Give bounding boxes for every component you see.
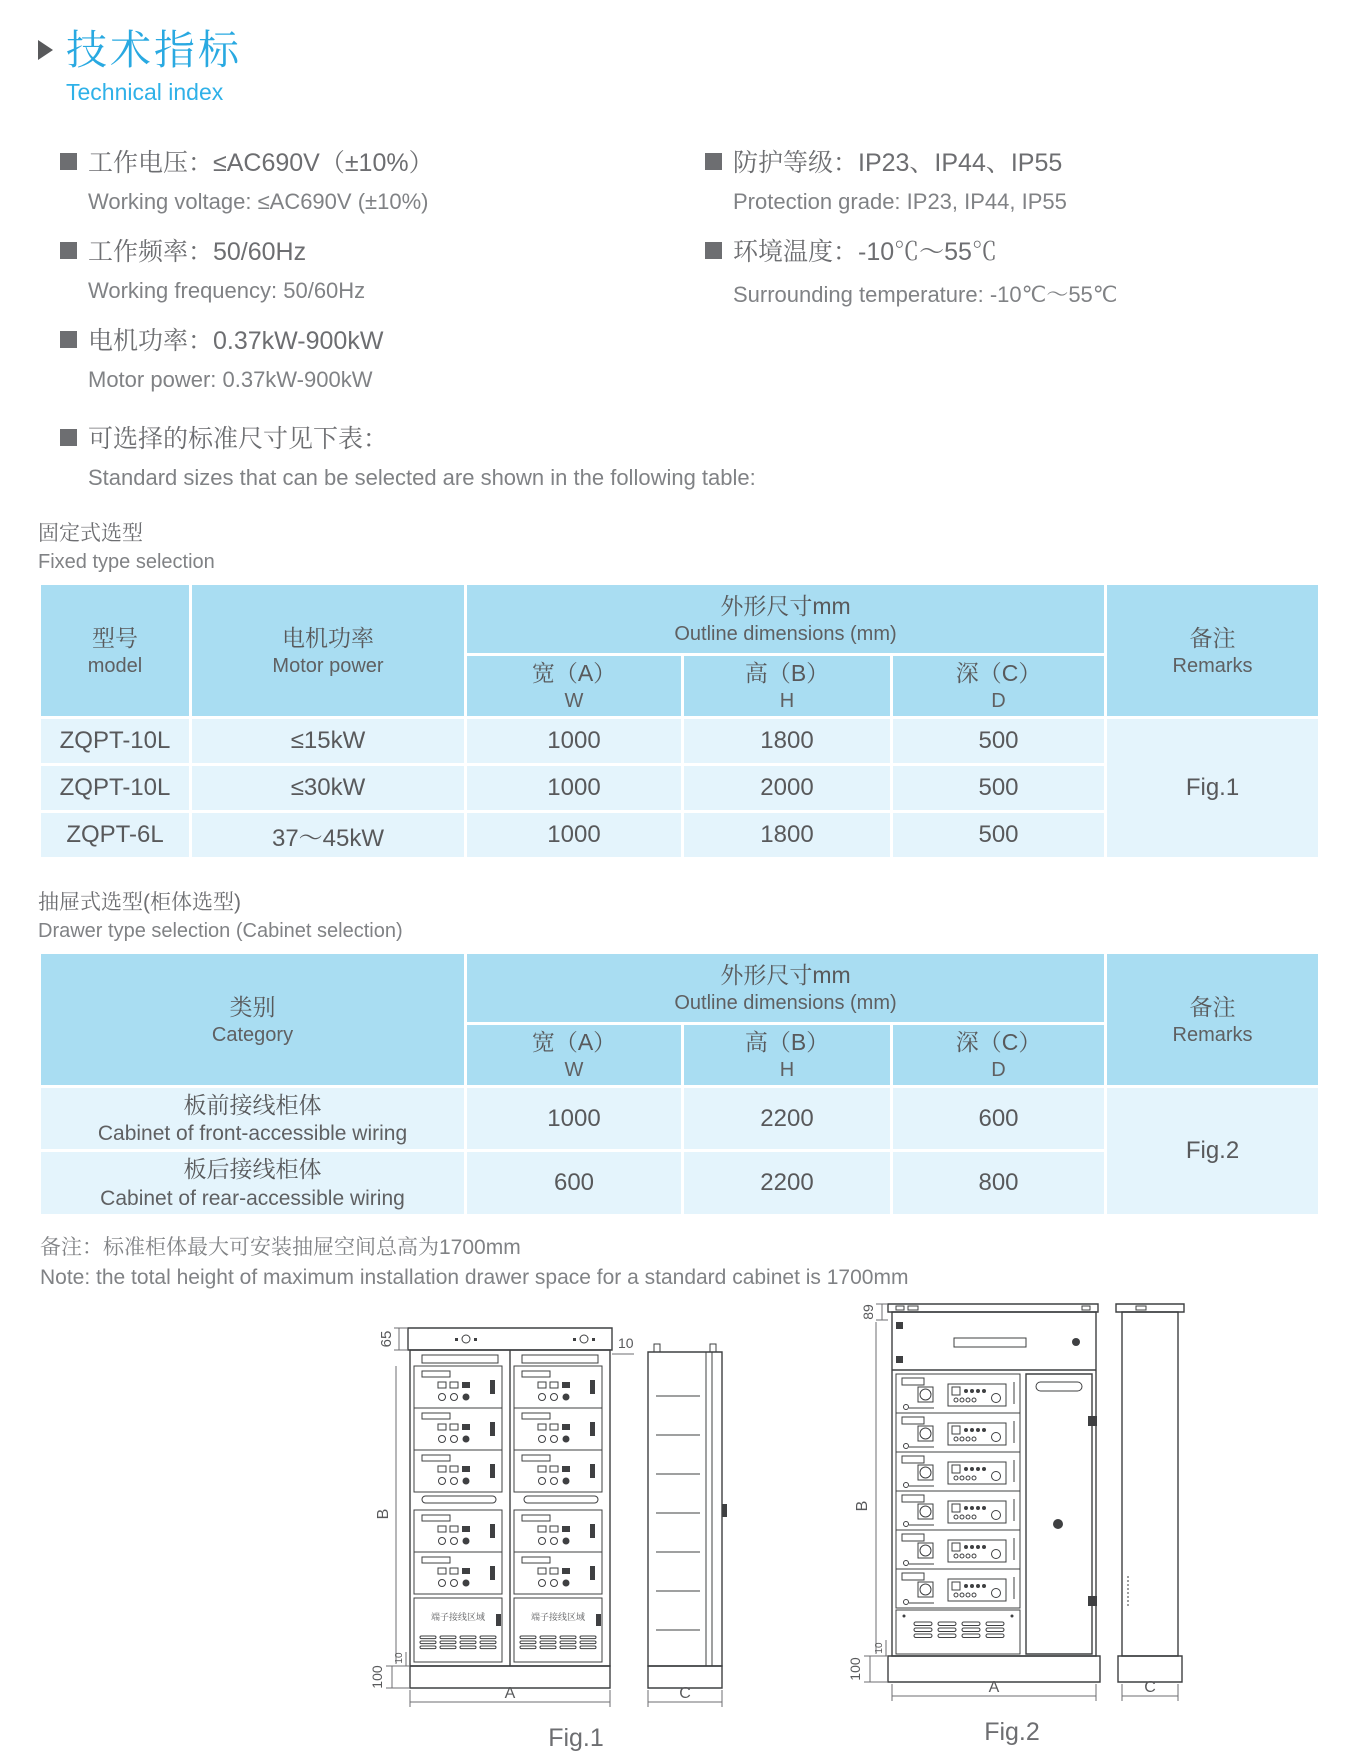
col-header-category: 类别 Category [41,954,464,1085]
cell-width: 1000 [467,813,681,857]
cell-width: 1000 [467,719,681,763]
cell-power: ≤30kW [192,766,464,810]
dimension-label: 10 [394,1652,405,1664]
fig1-drawing [366,1314,786,1716]
cell-model: ZQPT-6L [41,813,189,857]
fixed-type-table [38,582,1321,860]
cell-depth: 600 [893,1088,1104,1149]
spec-motor-power-en: Motor power: 0.37kW-900kW [88,367,373,393]
spec-protection-cn: 防护等级：IP23、IP44、IP55 [733,149,1063,178]
spec-voltage-en: Working voltage: ≤AC690V (±10%) [88,189,429,215]
col-header-depth: 深（C） D [893,1025,1104,1085]
cell-depth: 500 [893,719,1104,763]
figures-section [38,1296,1322,1753]
cell-remarks: Fig.1 [1107,719,1318,857]
dimension-label: C [679,1684,691,1702]
col-header-dimensions: 外形尺寸mm Outline dimensions (mm) [467,954,1104,1022]
col-header-width: 宽（A） W [467,1025,681,1085]
cell-width: 600 [467,1152,681,1213]
note-cn: 备注：标准柜体最大可安装抽屉空间总高为1700mm [40,1235,521,1259]
page-subtitle: Technical index [66,79,224,106]
terminal-area-label: 端子接线区域 [430,1611,486,1622]
spec-frequency [60,232,705,268]
cell-height: 1800 [684,719,890,763]
dimension-label: 65 [378,1330,395,1348]
dimension-label: 100 [847,1657,863,1681]
dimension-label: 10 [618,1334,634,1351]
bullet-square-icon [60,242,77,259]
dimension-label: 89 [860,1303,876,1320]
dimension-label: 10 [874,1642,885,1654]
spec-voltage-cn: 工作电压：≤AC690V（±10%） [88,149,434,178]
spec-motor-power-cn: 电机功率：0.37kW-900kW [88,327,384,356]
col-header-power: 电机功率 Motor power [192,585,464,716]
cell-depth: 800 [893,1152,1104,1213]
spec-frequency-cn: 工作频率：50/60Hz [88,238,307,267]
figure-2 [836,1296,1188,1747]
col-header-remarks: 备注 Remarks [1107,585,1318,716]
cell-width: 1000 [467,1088,681,1149]
figure-caption: Fig.2 [984,1717,1040,1746]
spec-sizes-en: Standard sizes that can be selected are shown in the following table: [88,465,756,491]
cell-category: 板前接线柜体 Cabinet of front-accessible wiring [41,1088,464,1149]
col-header-height: 高（B） H [684,656,890,716]
table-row [41,1088,1318,1149]
page-header [38,28,1322,106]
bullet-square-icon [60,153,77,170]
cell-height: 1800 [684,813,890,857]
dimension-label: B [854,1500,871,1512]
col-header-remarks: 备注 Remarks [1107,954,1318,1085]
cell-height: 2200 [684,1152,890,1213]
bullet-square-icon [705,242,722,259]
spec-list [60,128,1322,395]
col-header-width: 宽（A） W [467,656,681,716]
cell-power: 37～45kW [192,813,464,857]
col-header-dimensions: 外形尺寸mm Outline dimensions (mm) [467,585,1104,653]
spec-column-right [705,128,1322,395]
spec-temperature-cn: 环境温度：-10℃～55℃ [733,238,997,267]
cell-depth: 500 [893,813,1104,857]
drawer-type-table [38,951,1321,1217]
spec-column-left [60,128,705,395]
spec-protection [705,143,1322,179]
drawer-table-caption-cn: 抽屉式选型(柜体选型) [38,891,241,915]
note-en: Note: the total height of maximum installation drawer space for a standard cabinet is 1700mm [40,1265,909,1289]
cell-category: 板后接线柜体 Cabinet of rear-accessible wiring [41,1152,464,1213]
fixed-table-caption-cn: 固定式选型 [38,522,143,546]
spec-sizes [60,419,1322,491]
arrow-right-icon [38,40,53,60]
spec-motor-power [60,321,705,357]
terminal-area-label: 端子接线区域 [530,1611,586,1622]
spec-frequency-en: Working frequency: 50/60Hz [88,278,366,304]
cell-remarks: Fig.2 [1107,1088,1318,1214]
cell-model: ZQPT-10L [41,766,189,810]
bullet-square-icon [60,429,77,446]
bullet-square-icon [60,331,77,348]
dimension-label: C [1144,1678,1156,1696]
spec-temperature [705,232,1322,268]
cell-width: 1000 [467,766,681,810]
bullet-square-icon [705,153,722,170]
spec-temperature-en: Surrounding temperature: -10℃～55℃ [733,282,1118,308]
cell-model: ZQPT-10L [41,719,189,763]
spec-protection-en: Protection grade: IP23, IP44, IP55 [733,189,1067,215]
drawer-table-caption-en: Drawer type selection (Cabinet selection) [38,920,403,943]
page-title: 技术指标 [66,27,242,73]
spec-voltage [60,143,705,179]
col-header-depth: 深（C） D [893,656,1104,716]
dimension-label: A [988,1678,1000,1696]
fixed-table-caption-en: Fixed type selection [38,551,215,574]
fig2-drawing [836,1296,1188,1710]
dimension-label: A [504,1684,516,1702]
cell-depth: 500 [893,766,1104,810]
col-header-height: 高（B） H [684,1025,890,1085]
figure-caption: Fig.1 [548,1723,604,1752]
col-header-model: 型号 model [41,585,189,716]
table-row [41,719,1318,763]
figure-1 [366,1314,786,1753]
cell-height: 2000 [684,766,890,810]
dimension-label: B [375,1508,392,1520]
cell-height: 2200 [684,1088,890,1149]
cell-power: ≤15kW [192,719,464,763]
spec-sizes-cn: 可选择的标准尺寸见下表： [88,425,389,454]
dimension-label: 100 [369,1665,385,1689]
